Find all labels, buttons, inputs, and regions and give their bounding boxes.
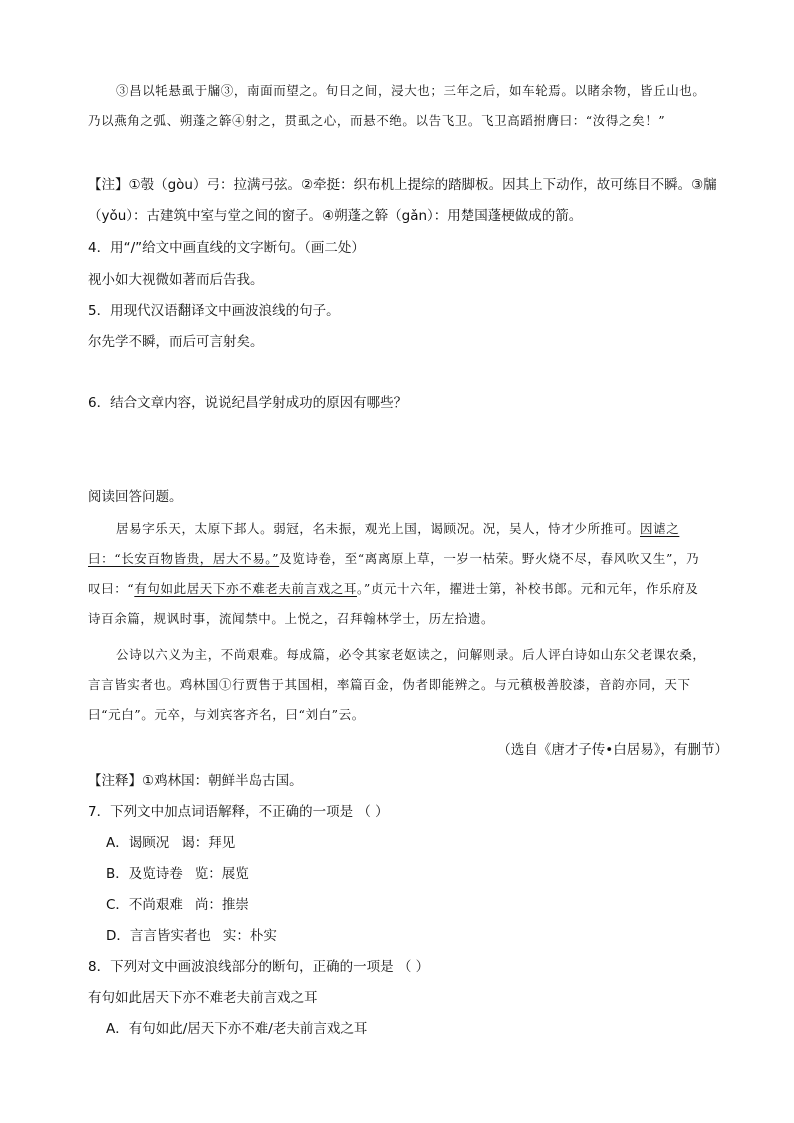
passage-text: 及览诗卷，至“离离原上草，一岁一枯荣。野火烧不尽，春风吹又生”，乃叹曰：“: [88, 551, 700, 596]
question-7-option-d[interactable]: D．言言皆实者也 实：朴实: [106, 928, 277, 944]
passage-notes: 【注】①彀（gòu）弓：拉满弓弦。②牵挺：织布机上提综的踏脚板。因其上下动作，故可练目不瞬。③牖（yǒu）：古建筑中室与堂之间的窗子。④朔蓬之簳（gǎn）：用楚国蓬梗做成的箭。: [88, 177, 717, 224]
question-8: 8．下列对文中画波浪线部分的断句，正确的一项是 （ ）: [88, 959, 430, 975]
question-7: 7．下列文中加点词语解释，不正确的一项是 （ ）: [88, 804, 389, 820]
question-8-sentence: 有句如此居天下亦不难老夫前言戏之耳: [88, 990, 318, 1006]
underlined-sentence-wavy: 有句如此居天下亦不难老夫前言戏之耳: [134, 581, 357, 596]
passage-jichang-text: ③昌以牦悬虱于牖③，南面而望之。旬日之间，浸大也；三年之后，如车轮焉。以睹余物，皆丘山也。乃以燕角之弧、朔蓬之簳④射之，贯虱之心，而悬不绝。以告飞卫。飞卫高蹈拊膺曰：“汝得之矣！”: [88, 83, 706, 128]
passage-bai-juyi-p2: 公诗以六义为主，不尚艰难。每成篇，必令其家老妪读之，问解则录。后人评白诗如山东父老课农桑，言言皆实者也。鸡林国①行贾售于其国相，率篇百金，伪者即能辨之。与元稹极善胶漆，音韵亦同，天下曰“元白”。元卒，与刘宾客齐名，曰“刘白”云。: [88, 647, 706, 722]
question-6: 6．结合文章内容，说说纪昌学射成功的原因有哪些？: [88, 395, 408, 411]
question-7-option-a[interactable]: A．谒顾况 谒：拜见: [106, 835, 236, 851]
question-4-sentence: 视小如大视微如著而后告我。: [88, 272, 264, 288]
question-7-option-b[interactable]: B．及览诗卷 览：展览: [106, 866, 249, 882]
question-4: 4．用“/”给文中画直线的文字断句。（画二处）: [88, 240, 365, 256]
passage-annotation: 【注释】①鸡林国：朝鲜半岛古国。: [88, 773, 303, 789]
passage-bai-juyi-p1: [88, 514, 710, 634]
question-7-option-c[interactable]: C．不尚艰难 尚：推崇: [106, 897, 249, 913]
question-8-option-a[interactable]: A．有句如此/居天下亦不难/老夫前言戏之耳: [106, 1021, 368, 1037]
reading-heading: 阅读回答问题。: [88, 489, 183, 505]
question-5-sentence: 尔先学不瞬，而后可言射矣。: [88, 334, 264, 350]
passage-text: 居易字乐天，太原下邽人。弱冠，名未振，观光上国，谒顾况。况，吴人，恃才少所推可。: [116, 521, 641, 536]
question-5: 5．用现代汉语翻译文中画波浪线的句子。: [88, 303, 340, 319]
passage-source: （选自《唐才子传•白居易》，有删节）: [497, 742, 728, 758]
underlined-sentence-straight: 因谑之曰：“长安百物皆贵，居大不易。”: [88, 521, 680, 566]
passage-text: 。”贞元十六年，擢进士第，补校书郎。元和元年，作乐府及诗百余篇，规讽时事，流闻禁中。上悦之，召拜翰林学士，历左拾遗。: [88, 581, 699, 626]
